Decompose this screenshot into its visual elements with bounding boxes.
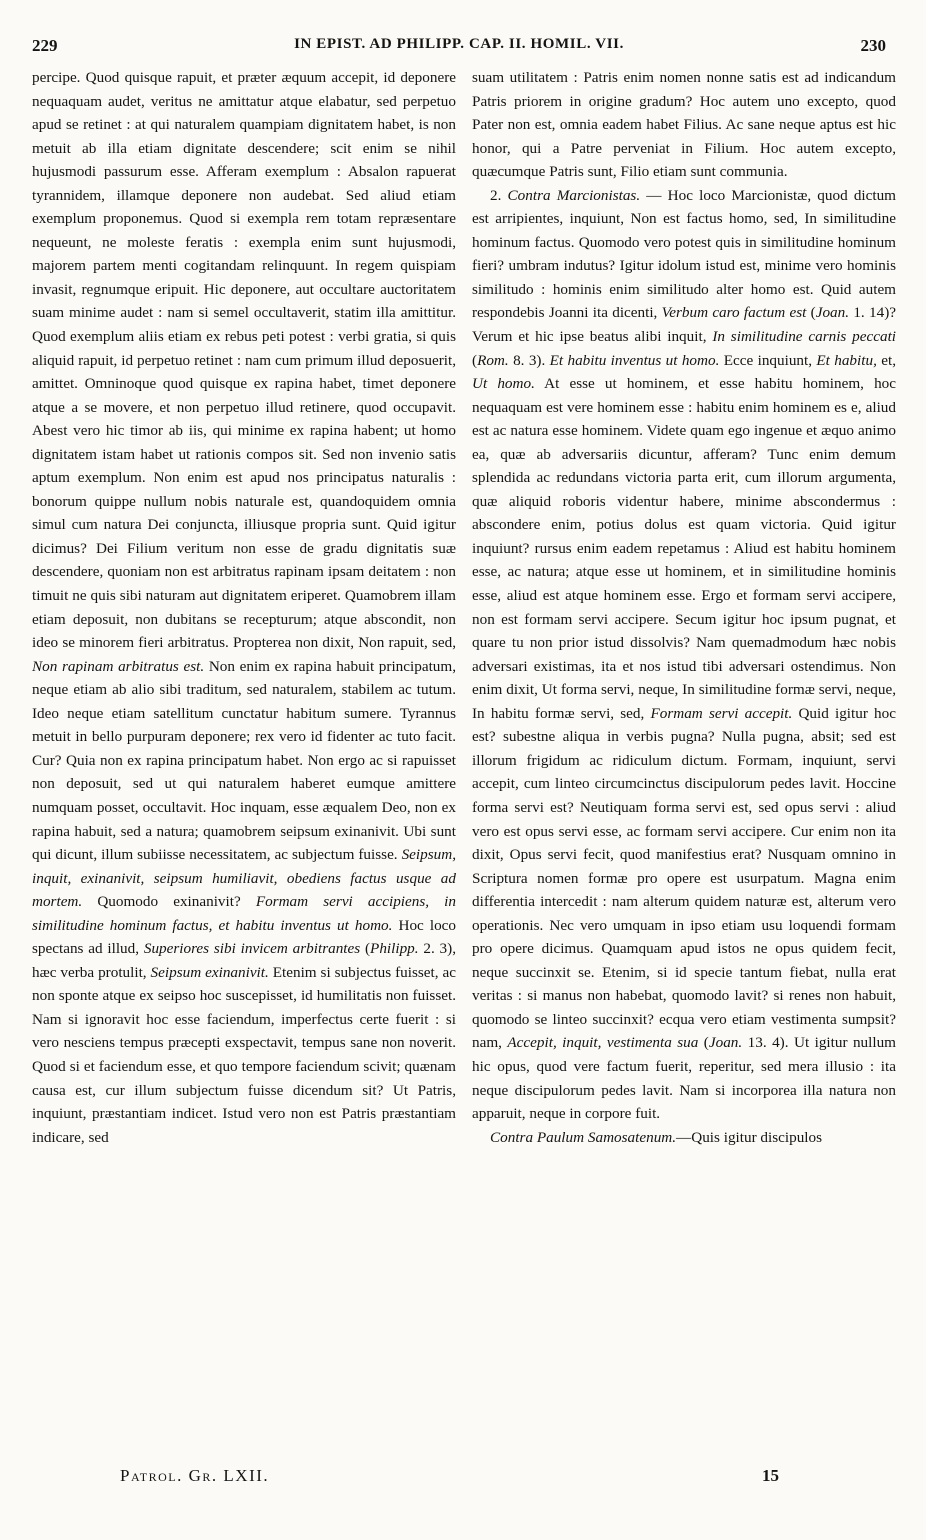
text-run: 2. 3), hæc verba protulit, bbox=[32, 940, 457, 981]
text-run: —Quis igitur discipulos bbox=[676, 1128, 823, 1146]
italic-citation: Seipsum exinanivit. bbox=[150, 963, 269, 981]
page-footer bbox=[32, 1466, 886, 1492]
text-run: 13. 4). Ut igitur nullum hic opus, quod vere factum fuerit, reperitur, sed mera illusio : ita neque discipulorum pedes lavit. Nam si incorporea illa natura non apparuit, neque in corpore fuit. bbox=[472, 1034, 896, 1123]
text-run: At esse ut hominem, et esse habitu hominem, hoc nequaquam est vere hominem esse : habitu enim hominem es e, aliud est ac natura esse hominem. Videte quam ego ingenue et æquo animo ea, quæ ab adversariis dicuntur, afferam? Tunc enim demum splendida ac redundans victoria parta erit, cum illorum argumenta, quæ aliquid roboris videntur habere, minime abscondermus : abscondere enim, potius dolus est quam victoria. Quid igitur inquiunt? rursus enim eadem repetamus : Aliud est habitu hominem esse, ac natura; atque esse ut hominem, et in similitudine hominis esse, aliud est atque hominem esse. Ergo et formam servi accipere, non est formam servi accipere. Secum igitur hoc ipsum pugnat, et quare tu non prior istud dissolvis? Nam quemadmodum hæc nobis adversari existimas, ita et nos istud tibi adversari ostendimus. Non enim dixit, Ut forma servi, neque, In similitudine formæ servi, neque, In habitu formæ servi, sed, bbox=[472, 375, 897, 722]
sheet-number: 15 bbox=[762, 1466, 779, 1485]
text-run: percipe. Quod quisque rapuit, et præter æquum accepit, id deponere nequaquam audet, veritus ne amittatur atque elabatur, sed perpetuo apud se retinet : at qui naturalem quampiam dignitatem habet, is non metuit ab illa etiam dignitate descendere; scit enim se nihil hujusmodi passurum esse. Afferam exemplum : Absalon rapuerat tyrannidem, illamque deponere non audebat. Sed aliud etiam exemplum proponemus. Quod si exempla rem totam repræsentare nequeunt, ne moleste feratis : exempla enim sunt hujusmodi, majorem partem menti cogitandam relinquunt. In regem quispiam invasit, regnumque eripuit. Hic deponere, aut occultare auctoritatem suam minime audet : nam si semel occultaverit, statim illa amittitur. Quod exemplum aliis etiam ex rebus peti potest : verbi gratia, si quis aliquid rapuit, id perpetuo retinet : nam cum primum illud deposuerit, amittet. Omninoque quod quisque ex rapina habet, timet deponere atque a se movere, et non perpetuo illud retinere, quod occupavit. Abest vero hic timor ab iis, qui minime ex rapina habent; ut homo dignitatem istam habet ut rationis compos sit. Sed non invenio satis aptum exemplum. Non enim est apud nos principatus naturalis : bonorum quippe nullum nobis naturale est, quandoquidem omnia simul cum natura Dei conjuncta, illiusque propria sunt. Quid igitur dicimus? Dei Filium veritum non esse de gradu dignitatis suæ descendere, quoniam non est arbitratus rapinam ipsam deitatem : non timuit ne quis sibi naturam aut dignitatem eriperet. Quamobrem illam etiam deposuit, non dubitans se recepturum; atque abscondit, non ideo se minorem fieri arbitratus. Propterea non dixit, Non rapuit, sed, bbox=[32, 69, 456, 652]
italic-citation: Rom. bbox=[477, 351, 509, 369]
italic-citation: Seipsum, inquit, exinanivit, seipsum humiliavit, obediens factus usque ad mortem. bbox=[32, 846, 456, 911]
text-run: — Hoc loco Marcionistæ, quod dictum est arripientes, inquiunt, Non est factus homo, sed, In similitudine hominum factus. Quomodo vero potest quis in similitudine hominum fieri? umbram indutus? Igitur idolum istud est, minime vero hominis similitudo : hominis enim similitudo alter homo est. Quid autem respondebis Joanni ita dicenti, bbox=[472, 186, 896, 322]
right-column-paragraph-3 bbox=[472, 1126, 896, 1150]
italic-citation: Formam servi accipiens, in similitudine hominum factus, et habitu inventus ut homo. bbox=[32, 893, 456, 934]
volume-signature: Patrol. Gr. LXII. bbox=[120, 1466, 270, 1485]
page-number-right: 230 bbox=[860, 36, 886, 55]
text-run: suam utilitatem : Patris enim nomen nonne satis est ad indicandum Patris priorem in origine gradum? Hoc autem uno excepto, quod Pater non est, omnia eadem habet Filius. Ac sane neque aptus est hic honor, qui a Patre perveniat in Filium. Hoc autem excepto, quæcumque Patris sunt, Filio etiam sunt communia. bbox=[472, 69, 896, 181]
text-run: 8. 3). bbox=[508, 351, 550, 369]
italic-citation: Et habitu inventus ut homo. bbox=[549, 351, 720, 369]
italic-citation: Contra Marcionistas. bbox=[507, 186, 641, 204]
italic-citation: Formam servi accepit. bbox=[650, 704, 793, 722]
italic-citation: Et habitu, bbox=[816, 351, 877, 369]
italic-citation: Non rapinam arbitratus est. bbox=[32, 657, 205, 675]
page-header bbox=[32, 36, 886, 62]
text-run: et, bbox=[876, 351, 896, 369]
italic-citation: Accepit, inquit, vestimenta sua bbox=[507, 1034, 699, 1052]
italic-citation: Philipp. bbox=[370, 940, 419, 958]
left-column-paragraph bbox=[32, 66, 456, 1149]
right-column-paragraph-2 bbox=[472, 184, 896, 1126]
page-number-left: 229 bbox=[32, 36, 58, 55]
italic-citation: Ut homo. bbox=[472, 375, 535, 393]
italic-citation: Contra Paulum Samosatenum. bbox=[490, 1128, 677, 1146]
text-run: 1. 14)? Verum et hic ipse beatus alibi inquit, bbox=[472, 304, 896, 346]
text-run: ( bbox=[698, 1034, 709, 1052]
italic-citation: Joan. bbox=[815, 304, 850, 322]
text-run: 2. bbox=[490, 186, 508, 204]
right-column-paragraph-1 bbox=[472, 66, 896, 184]
left-column bbox=[32, 66, 456, 1149]
text-run: Ecce inquiunt, bbox=[719, 351, 817, 369]
right-column bbox=[472, 66, 896, 1149]
text-run: Non enim ex rapina habuit principatum, neque etiam ab alio sibi traditum, sed naturalem, stabilem ac tutum. Ideo neque etiam satellitum cunctatur habitum sumere. Tyrannus metuit in bello purpuram deponere; rex vero id fidenter ac tuto facit. Cur? Quia non ex rapina principatum habet. Non ergo ac si rapuisset non deposuit, sed ut qui naturalem haberet eumque amittere numquam posset, occultavit. Hoc inquam, esse æqualem Deo, non ex rapina habuit, sed a natura; quamobrem seipsum exinanivit. Ubi sunt qui dicunt, illum subiisse necessitatem, ac subjectum fuisse. bbox=[32, 657, 456, 864]
running-title: IN EPIST. AD PHILIPP. CAP. II. HOMIL. VII. bbox=[294, 36, 624, 52]
italic-citation: Superiores sibi invicem arbitrantes bbox=[143, 940, 361, 958]
italic-citation: Joan. bbox=[708, 1034, 743, 1052]
italic-citation: In similitudine carnis peccati bbox=[712, 328, 897, 346]
text-run: Hoc loco spectans ad illud, bbox=[32, 916, 456, 958]
text-run: ( bbox=[360, 940, 371, 958]
text-run: Quomodo exinanivit? bbox=[82, 893, 256, 911]
text-run: Quid igitur hoc est? subestne aliqua in verbis pugna? Nulla pugna, absit; sed est illorum frigidum ac ridiculum dictum. Formam, inquiunt, servi accepit, cum linteo circumcinctus discipulorum pedes lavit. Hoccine forma servi est? Neutiquam forma servi est, sed opus servi : aliud vero est opus servi esse, ac formam servi accipere. Cur enim non ita dixit, Opus servi fecit, quod manifestius erat? Nusquam omnino in Scriptura nomen formæ pro opere est usurpatum. Magna enim differentia intercedit : nam alterum quidem naturæ est, alterum vero operationis. Nec vero umquam in ipso etiam usu loquendi formam pro opere dicimus. Quamquam apud istos ne opus quidem fecit, neque succinxit se. Etenim, si id specie tantum fiebat, nulla erat veritas : si manus non habebat, quomodo lavit? si renes non habuit, quomodo se linteo succinxit? ecqua vero etiam vestimenta sumpsit? nam, bbox=[472, 704, 896, 1052]
text-run: ( bbox=[472, 351, 478, 369]
italic-citation: Verbum caro factum est bbox=[661, 304, 807, 322]
text-run: Etenim si subjectus fuisset, ac non sponte atque ex seipso hoc suscepisset, id humilitatis non fuisset. Nam si ignoravit hoc esse faciendum, imperfectus certe fuerit : si vero nesciens tempus præcepti exspectavit, tempus sane non noverit. Quod si et faciendum esse, et quo tempore faciendum scivit; quænam causa est, cur illum subjectum fuisse dicendum sit? Ut Patris, inquiunt, præstantiam indicet. Istud vero non est Patris præstantiam indicare, sed bbox=[32, 963, 456, 1146]
text-run: ( bbox=[806, 304, 816, 322]
